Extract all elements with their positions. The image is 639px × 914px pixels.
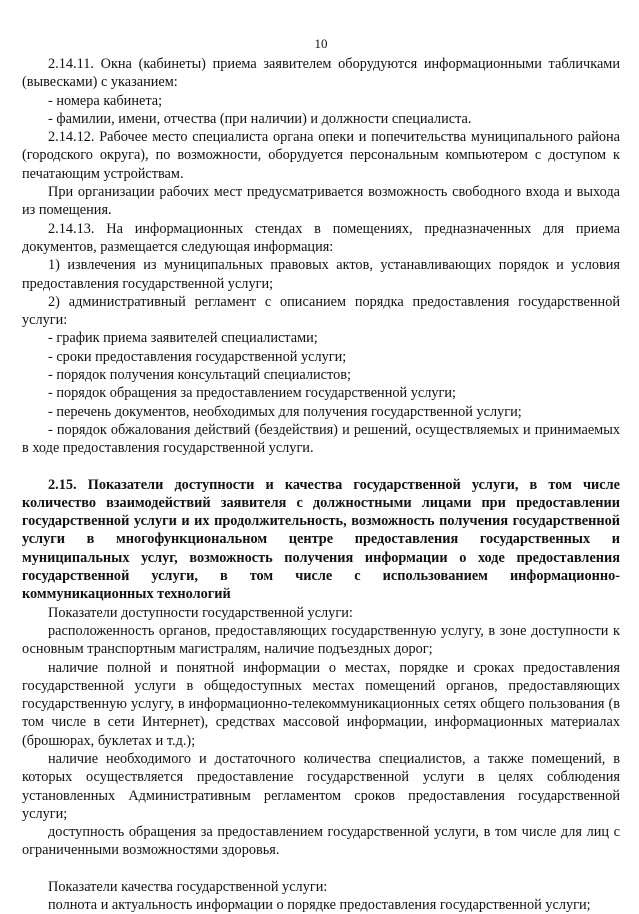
document-page (22, 36, 620, 914)
dash-item: - порядок обжалования действий (бездействия) и решений, осуществляемых и принимаемых в ходе предоставления государственной услуги. (22, 421, 620, 457)
dash-item: - порядок обращения за предоставлением государственной услуги; (48, 385, 456, 402)
quality-title: Показатели качества государственной услуги: (48, 878, 328, 895)
availability-title: Показатели доступности государственной услуги: (48, 604, 353, 621)
section-heading-2-15: 2.15. Показатели доступности и качества государственной услуги, в том числе количество взаимодействий заявителя с должностными лицами при предоставлении государственной услуги и их продолжительность, возможность получения государственной услуги в многофункциональном центре предоставления государственных и муниципальных услуг, возможность получения информации о ходе предоставления государственной услуги, в том числе с использованием информационно-коммуникационных технологий (22, 476, 620, 603)
paragraph-2-14-12: 2.14.12. Рабочее место специалиста органа опеки и попечительства муниципального района (городского округа), по возможности, оборудуется персональным компьютером с доступом к печатающим устройствам. (22, 129, 620, 182)
availability-item: расположенность органов, предоставляющих государственную услугу, в зоне доступности к основным транспортным магистралям, наличие подъездных дорог; (22, 622, 620, 658)
paragraph-2-14-11: 2.14.11. Окна (кабинеты) приема заявителем оборудуются информационными табличками (вывесками) с указанием: (22, 56, 620, 91)
list-item-specialist-name: - фамилии, имени, отчества (при наличии) и должности специалиста. (48, 110, 472, 127)
availability-item: доступность обращения за предоставлением государственной услуги, в том числе для лиц с ограниченными возможностями здоровья. (22, 824, 620, 859)
quality-item: полнота и актуальность информации о порядке предоставления государственной услуги; (48, 897, 591, 914)
dash-item: - порядок получения консультаций специалистов; (48, 367, 351, 384)
list-item-legal-acts: 1) извлечения из муниципальных правовых актов, устанавливающих порядок и условия предоставления государственной услуги; (22, 257, 620, 292)
list-item-cabinet-number: - номера кабинета; (48, 92, 163, 109)
paragraph-free-access: При организации рабочих мест предусматривается возможность свободного входа и выхода из помещения. (22, 184, 620, 219)
availability-item: наличие необходимого и достаточного количества специалистов, а также помещений, в которых осуществляется предоставление государственной услуги в целях соблюдения установленных Административным регламентом сроков предоставления государственной услуги; (22, 750, 620, 822)
list-item-regulation: 2) административный регламент с описанием порядка предоставления государственной услуги: (22, 293, 620, 329)
spacer (22, 860, 620, 878)
dash-item: - перечень документов, необходимых для получения государственной услуги; (48, 403, 522, 420)
dash-item: - сроки предоставления государственной услуги; (48, 348, 347, 365)
dash-item: - график приема заявителей специалистами; (48, 330, 318, 347)
page-number: 10 (314, 36, 328, 51)
availability-item: наличие полной и понятной информации о местах, порядке и сроках предоставления государственной услуги в общедоступных местах помещений органов, предоставляющих государственную услугу, в информационно-телекоммуникационных сетях общего пользования (в том числе в сети Интернет), средствах массовой информации, информационных материалах (брошюрах, буклетах и т.д.); (22, 659, 620, 749)
paragraph-2-14-13: 2.14.13. На информационных стендах в помещениях, предназначенных для приема документов, размещается следующая информация: (22, 220, 620, 255)
